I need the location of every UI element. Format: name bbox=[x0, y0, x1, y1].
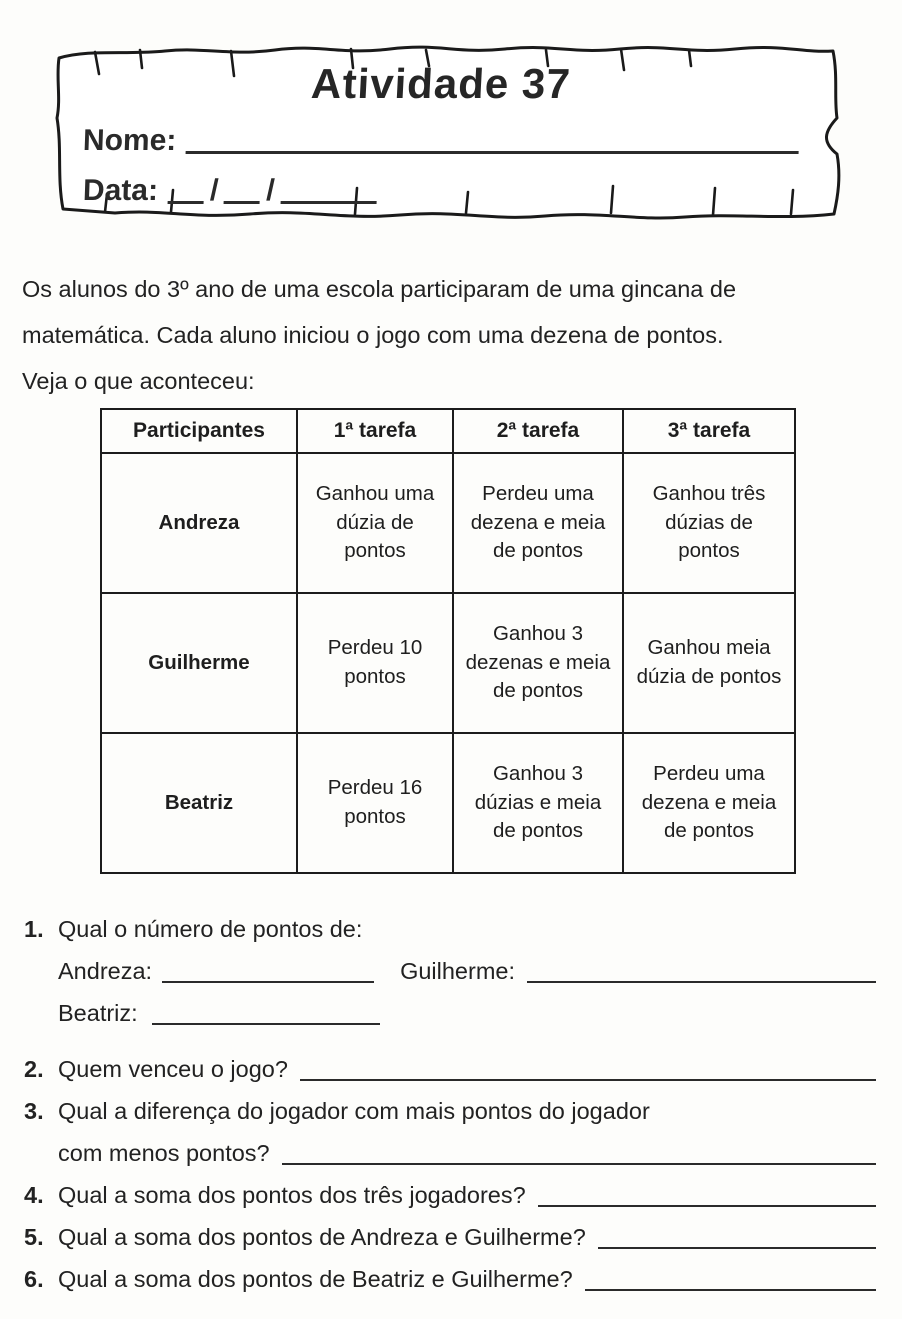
activity-banner bbox=[45, 36, 851, 234]
question-3 bbox=[24, 1090, 880, 1132]
question-4-answer-blank bbox=[538, 1201, 876, 1207]
question-1-names-row bbox=[24, 950, 880, 992]
task-cell: Perdeu 10 pontos bbox=[297, 593, 453, 733]
name-row bbox=[82, 124, 799, 158]
header-tarefa-3: 3ª tarefa bbox=[623, 409, 795, 453]
name-blank-line bbox=[186, 146, 799, 154]
guilherme-label: Guilherme: bbox=[400, 958, 515, 984]
questions-section bbox=[24, 908, 880, 1300]
question-5 bbox=[24, 1216, 880, 1258]
question-number: 2. bbox=[24, 1056, 44, 1082]
date-separator: / bbox=[265, 174, 276, 207]
header-tarefa-1: 1ª tarefa bbox=[297, 409, 453, 453]
question-number: 6. bbox=[24, 1266, 44, 1292]
task-cell: Ganhou 3 dezenas e meia de pontos bbox=[453, 593, 623, 733]
question-2 bbox=[24, 1048, 880, 1090]
question-text: com menos pontos? bbox=[58, 1140, 270, 1166]
question-number: 4. bbox=[24, 1182, 44, 1208]
question-number: 5. bbox=[24, 1224, 44, 1250]
table-row bbox=[101, 453, 795, 593]
header-participantes: Participantes bbox=[101, 409, 297, 453]
task-cell: Perdeu uma dezena e meia de pontos bbox=[623, 733, 795, 873]
participant-name: Beatriz bbox=[101, 733, 297, 873]
date-day-blank bbox=[168, 196, 204, 204]
date-row bbox=[82, 174, 799, 208]
question-number: 3. bbox=[24, 1098, 44, 1124]
question-text: Qual a soma dos pontos de Beatriz e Guilherme? bbox=[58, 1266, 573, 1292]
task-cell: Ganhou 3 dúzias e meia de pontos bbox=[453, 733, 623, 873]
date-label: Data: bbox=[82, 174, 159, 207]
question-6-answer-blank bbox=[585, 1285, 876, 1291]
guilherme-answer-blank bbox=[527, 977, 876, 983]
date-separator: / bbox=[209, 174, 219, 207]
intro-line-3: Veja o que aconteceu: bbox=[22, 368, 255, 394]
andreza-answer-blank bbox=[162, 977, 374, 983]
task-cell: Ganhou uma dúzia de pontos bbox=[297, 453, 453, 593]
task-cell: Ganhou meia dúzia de pontos bbox=[623, 593, 795, 733]
question-3-answer-blank bbox=[282, 1159, 876, 1165]
table-row bbox=[101, 593, 795, 733]
question-6 bbox=[24, 1258, 880, 1300]
question-text: Qual a soma dos pontos de Andreza e Guilherme? bbox=[58, 1224, 586, 1250]
intro-line-1: Os alunos do 3º ano de uma escola participaram de uma gincana de bbox=[22, 276, 737, 302]
question-text: Qual o número de pontos de: bbox=[58, 916, 363, 942]
beatriz-answer-blank bbox=[152, 1019, 380, 1025]
question-1 bbox=[24, 908, 880, 950]
question-5-answer-blank bbox=[598, 1243, 876, 1249]
question-text: Qual a diferença do jogador com mais pontos do jogador bbox=[58, 1098, 650, 1124]
name-label: Nome: bbox=[82, 124, 177, 157]
header-tarefa-2: 2ª tarefa bbox=[453, 409, 623, 453]
intro-line-2: matemática. Cada aluno iniciou o jogo com uma dezena de pontos. bbox=[22, 322, 724, 348]
table-header-row bbox=[101, 409, 795, 453]
beatriz-label: Beatriz: bbox=[58, 1000, 138, 1026]
participant-name: Andreza bbox=[101, 453, 297, 593]
participant-name: Guilherme bbox=[101, 593, 297, 733]
activity-title: Atividade 37 bbox=[310, 60, 572, 107]
table-row bbox=[101, 733, 795, 873]
question-2-answer-blank bbox=[300, 1075, 876, 1081]
question-text: Quem venceu o jogo? bbox=[58, 1056, 288, 1082]
question-number: 1. bbox=[24, 916, 44, 942]
question-3-line-2 bbox=[24, 1132, 880, 1174]
question-4 bbox=[24, 1174, 880, 1216]
intro-paragraph bbox=[22, 266, 882, 404]
date-year-blank bbox=[280, 196, 376, 204]
andreza-label: Andreza: bbox=[58, 958, 153, 984]
date-month-blank bbox=[224, 196, 260, 204]
participants-table bbox=[100, 408, 796, 874]
task-cell: Perdeu 16 pontos bbox=[297, 733, 453, 873]
task-cell: Ganhou três dúzias de pontos bbox=[623, 453, 795, 593]
question-text: Qual a soma dos pontos dos três jogadores? bbox=[58, 1182, 526, 1208]
question-1-beatriz-row bbox=[24, 992, 880, 1034]
task-cell: Perdeu uma dezena e meia de pontos bbox=[453, 453, 623, 593]
